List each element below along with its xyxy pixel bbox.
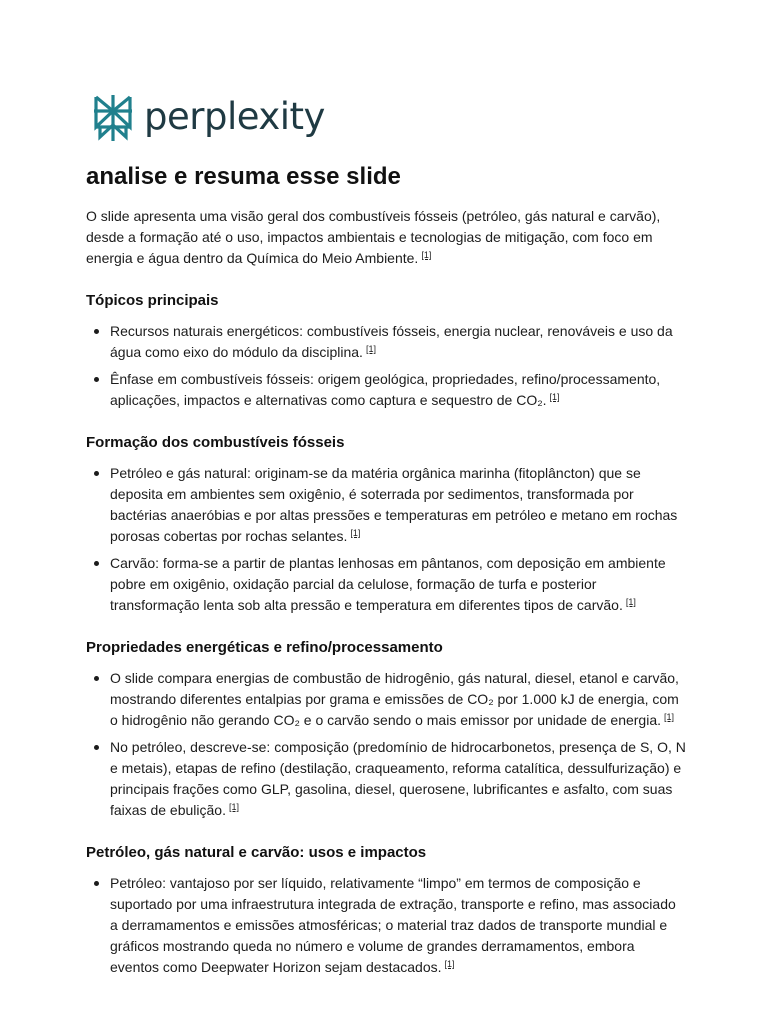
list-item (86, 321, 686, 363)
list-item (86, 668, 686, 731)
list-item-text: O slide compara energias de combustão de hidrogênio, gás natural, diesel, etanol e carvão, mostrando diferentes entalpias por grama e emissões de CO₂ por 1.000 kJ de energia, com o hidrogênio não gerando CO₂ e o carvão sendo o mais emissor por unidade de energia. (110, 670, 679, 728)
citation-link[interactable]: [1] (365, 344, 376, 354)
list-item-text: Recursos naturais energéticos: combustíveis fósseis, energia nuclear, renováveis e uso da água como eixo do módulo da disciplina. (110, 323, 673, 360)
bullet-list (86, 873, 686, 978)
list-item-text: Ênfase em combustíveis fósseis: origem geológica, propriedades, refino/processamento, aplicações, impactos e alternativas como captura e sequestro de CO₂. (110, 371, 661, 408)
section-heading: Tópicos principais (86, 292, 219, 309)
brand-name: perplexity (144, 94, 325, 138)
brand-logo (92, 88, 686, 148)
section-heading: Formação dos combustíveis fósseis (86, 434, 345, 451)
list-item (86, 553, 686, 616)
intro-paragraph (86, 206, 686, 269)
section-heading: Petróleo, gás natural e carvão: usos e impactos (86, 844, 427, 861)
citation-link[interactable]: [1] (625, 597, 636, 607)
perplexity-logo-icon (92, 93, 134, 143)
list-item (86, 369, 686, 411)
list-item-text: No petróleo, descreve-se: composição (predomínio de hidrocarbonetos, presença de S, O, N e metais), etapas de refino (destilação, craqueamento, reforma catalítica, dessulfurização) e principais frações como GLP, gasolina, diesel, querosene, lubrificantes e asfalto, com suas faixas de ebulição. (110, 739, 686, 818)
citation-link[interactable]: [1] (228, 802, 239, 812)
citation-link[interactable]: [1] (549, 392, 560, 402)
list-item (86, 873, 686, 978)
bullet-list (86, 668, 686, 821)
list-item-text: Petróleo: vantajoso por ser líquido, relativamente “limpo” em termos de composição e suportado por uma infraestrutura integrada de extração, transporte e refino, mas associado a derramamentos e emissões atmosféricas; o material traz dados de transporte mundial e gráficos mostrando queda no número e volume de grandes derramamentos, embora eventos como Deepwater Horizon sejam destacados. (110, 875, 676, 975)
page-title: analise e resuma esse slide (86, 163, 401, 190)
document (86, 88, 686, 984)
list-item-text: Carvão: forma-se a partir de plantas lenhosas em pântanos, com deposição em ambiente pobre em oxigênio, oxidação parcial da celulose, formação de turfa e posterior transformação lenta sob alta pressão e temperatura em diferentes tipos de carvão. (110, 555, 666, 613)
list-item (86, 737, 686, 821)
list-item-text: Petróleo e gás natural: originam-se da matéria orgânica marinha (fitoplâncton) que se deposita em ambientes sem oxigênio, é soterrada por sedimentos, transformada por bactérias anaeróbias e por altas pressões e temperaturas em petróleo e metano em rochas porosas cobertas por rochas selantes. (110, 465, 678, 544)
citation-link[interactable]: [1] (350, 528, 361, 538)
bullet-list (86, 463, 686, 616)
intro-text: O slide apresenta uma visão geral dos combustíveis fósseis (petróleo, gás natural e carvão), desde a formação até o uso, impactos ambientais e tecnologias de mitigação, com foco em energia e água dentro da Química do Meio Ambiente. (86, 208, 661, 266)
bullet-list (86, 321, 686, 411)
list-item (86, 463, 686, 547)
citation-link[interactable]: [1] (664, 712, 675, 722)
section-heading: Propriedades energéticas e refino/processamento (86, 639, 443, 656)
citation-link[interactable]: [1] (444, 959, 455, 969)
citation-link[interactable]: [1] (421, 250, 432, 260)
